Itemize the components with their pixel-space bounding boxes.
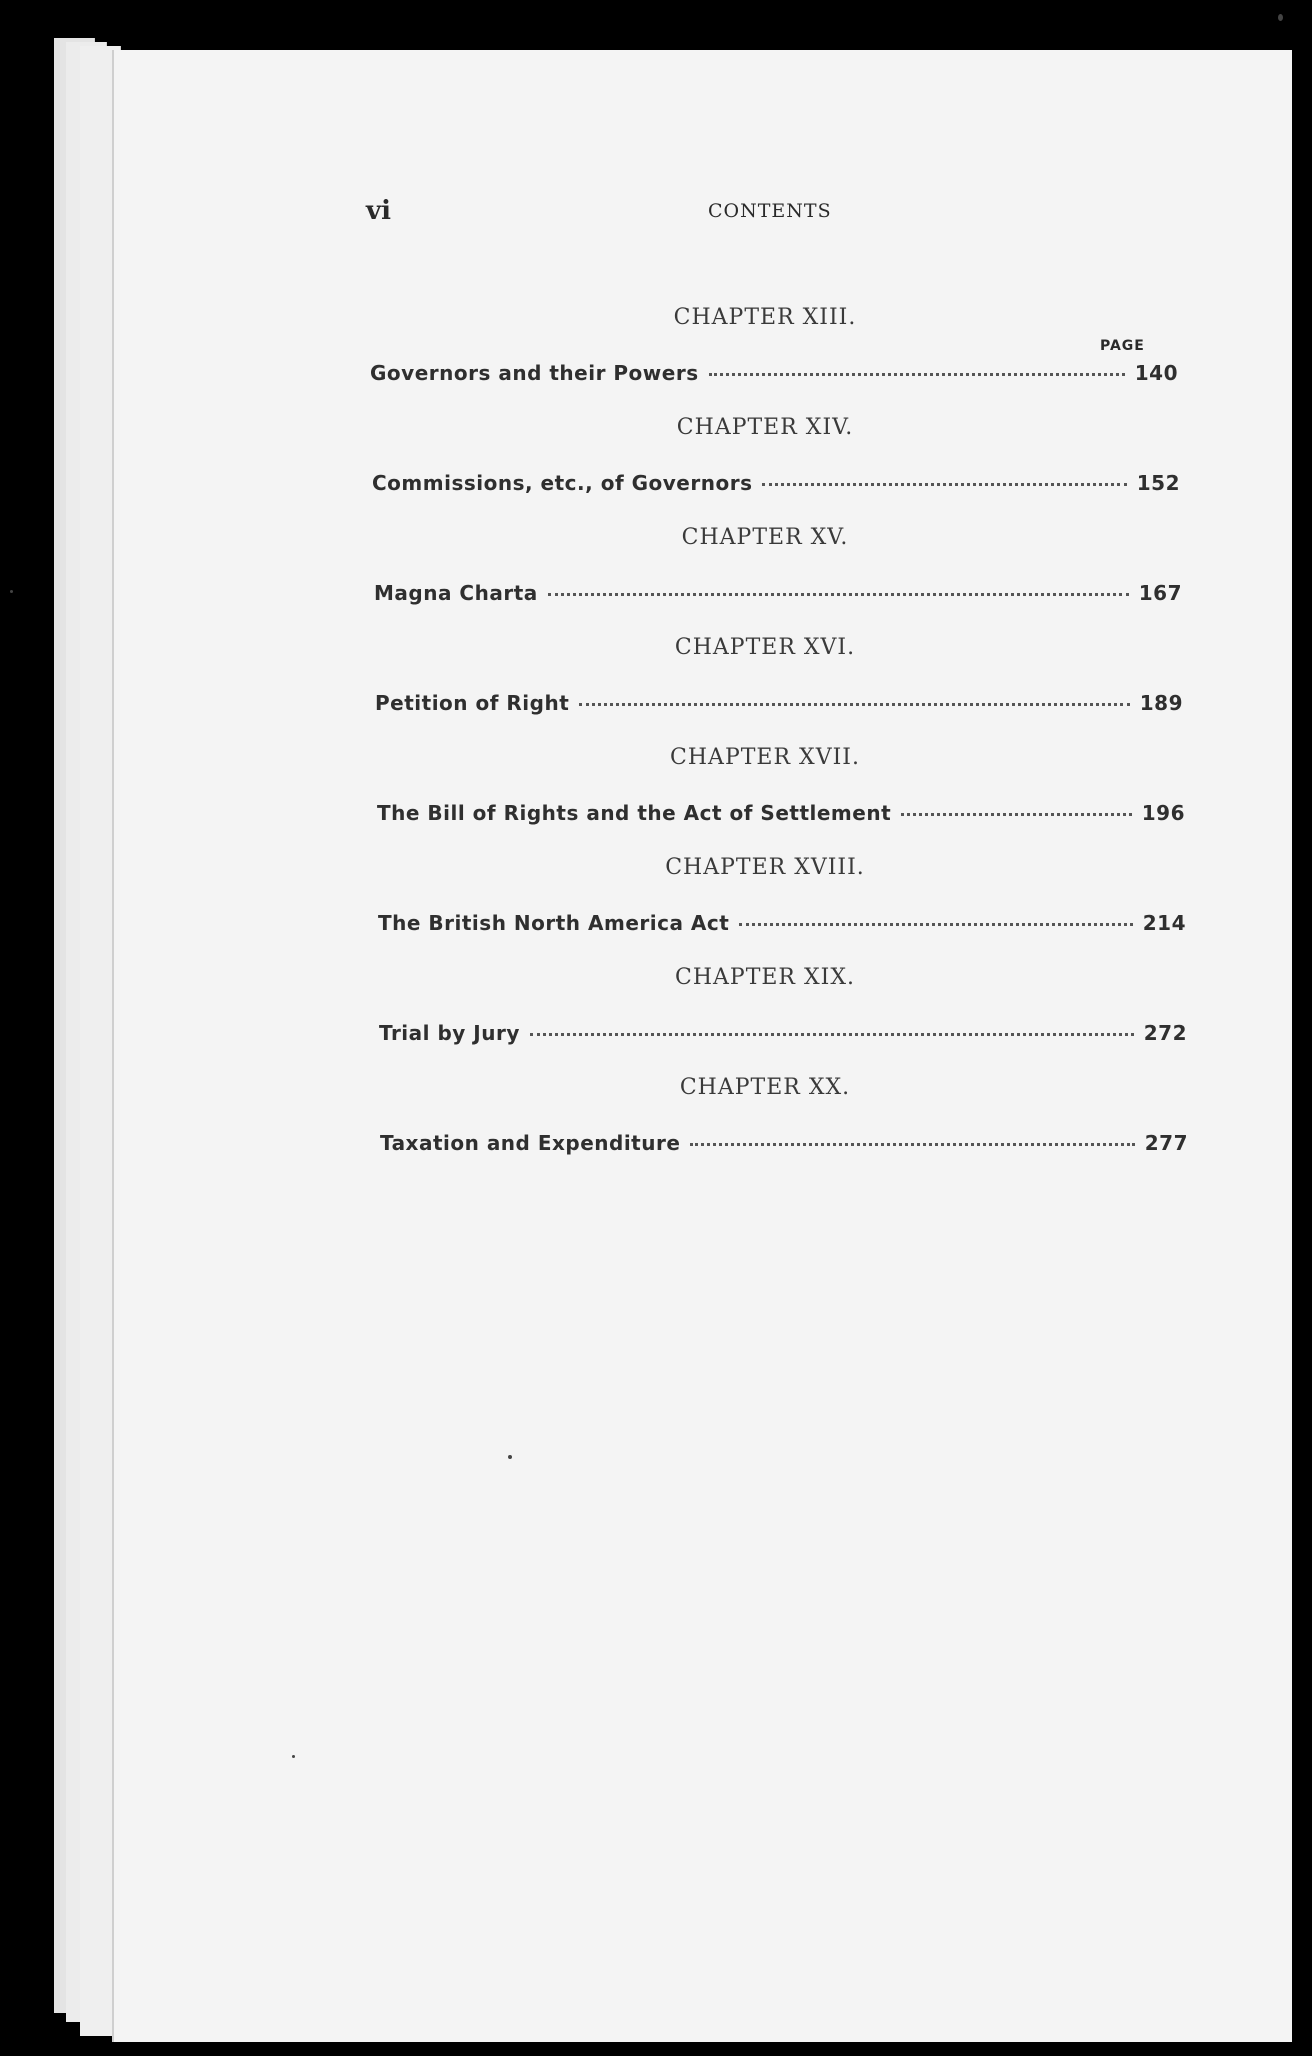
running-head: CONTENTS <box>708 200 832 222</box>
scan-speck <box>10 590 13 593</box>
chapter-heading: CHAPTER XVIII. <box>665 855 865 880</box>
toc-entry <box>375 691 1183 715</box>
entry-page-number: 152 <box>1136 471 1180 495</box>
chapter-heading: CHAPTER XVII. <box>670 745 860 770</box>
page-number-folio: vi <box>366 196 391 226</box>
dot-leader <box>709 373 1125 376</box>
dot-leader <box>762 483 1126 486</box>
entry-title: Governors and their Powers <box>370 361 699 385</box>
toc-chapter <box>370 1075 1188 1185</box>
chapter-heading: CHAPTER XX. <box>679 1075 851 1100</box>
dot-leader <box>530 1033 1134 1036</box>
dot-leader <box>739 923 1132 926</box>
entry-page-number: 140 <box>1134 361 1178 385</box>
scan-speck <box>1278 14 1283 21</box>
entry-title: The Bill of Rights and the Act of Settlement <box>377 801 892 825</box>
dot-leader <box>579 703 1129 706</box>
toc-chapter <box>370 745 1185 855</box>
entry-title: Petition of Right <box>375 691 570 715</box>
entry-title: Magna Charta <box>374 581 538 605</box>
toc-entry <box>379 1021 1187 1045</box>
dot-leader <box>690 1143 1134 1146</box>
toc-entry <box>380 1131 1188 1155</box>
scan-speck <box>508 1455 512 1459</box>
toc-entry <box>377 801 1185 825</box>
toc-entry <box>372 471 1180 495</box>
toc-chapter <box>370 965 1187 1075</box>
table-of-contents <box>370 305 1188 1185</box>
entry-page-number: 272 <box>1143 1021 1187 1045</box>
entry-page-number: 196 <box>1141 801 1185 825</box>
page-column-label: PAGE <box>1100 338 1145 354</box>
chapter-heading: CHAPTER XIX. <box>674 965 855 990</box>
page-header <box>366 196 1156 236</box>
entry-page-number: 167 <box>1138 581 1182 605</box>
toc-entry <box>378 911 1186 935</box>
chapter-heading: CHAPTER XIII. <box>673 305 857 330</box>
toc-entry <box>374 581 1182 605</box>
toc-chapter <box>370 525 1182 635</box>
entry-title: The British North America Act <box>378 911 730 935</box>
entry-title: Trial by Jury <box>379 1021 520 1045</box>
chapter-heading: CHAPTER XV. <box>681 525 849 550</box>
entry-page-number: 277 <box>1144 1131 1188 1155</box>
toc-chapter <box>370 305 1182 415</box>
entry-page-number: 189 <box>1139 691 1183 715</box>
entry-page-number: 214 <box>1142 911 1186 935</box>
chapter-heading: CHAPTER XVI. <box>674 635 856 660</box>
toc-chapter <box>370 635 1182 745</box>
entry-title: Taxation and Expenditure <box>380 1131 681 1155</box>
chapter-heading: CHAPTER XIV. <box>676 415 854 440</box>
dot-leader <box>548 593 1129 596</box>
scan-speck <box>292 1755 295 1758</box>
dot-leader <box>901 813 1132 816</box>
toc-entry <box>370 361 1178 385</box>
toc-chapter <box>370 855 1186 965</box>
entry-title: Commissions, etc., of Governors <box>372 471 753 495</box>
toc-chapter <box>370 415 1182 525</box>
